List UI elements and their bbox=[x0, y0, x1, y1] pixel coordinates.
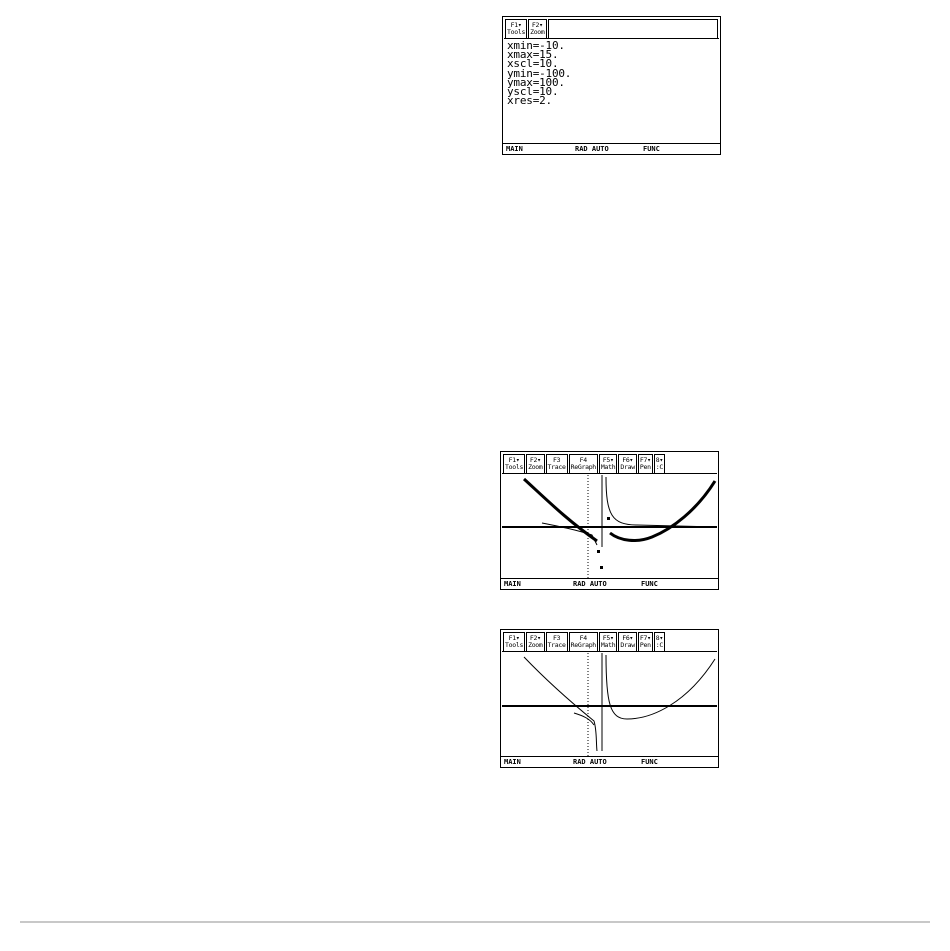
f3-trace-key[interactable] bbox=[546, 454, 568, 473]
regraph-label: ReGraph bbox=[570, 641, 596, 649]
f1-label: F1▾ bbox=[510, 21, 522, 29]
curve-right-branch bbox=[610, 481, 715, 540]
f6-label: F6▾ bbox=[622, 634, 634, 642]
status-bar bbox=[501, 756, 718, 767]
math-label: Math bbox=[600, 641, 616, 649]
tools-label: Tools bbox=[505, 463, 524, 471]
curve-right-branch bbox=[606, 655, 715, 719]
window-editor-screen bbox=[502, 16, 721, 155]
zoom-label: Zoom bbox=[528, 641, 543, 649]
f2-zoom-key[interactable] bbox=[526, 454, 544, 473]
pen-label: Pen bbox=[639, 463, 651, 471]
pen-label: Pen bbox=[639, 641, 651, 649]
f4-label: F4 bbox=[579, 634, 587, 642]
draw-label: Draw bbox=[620, 641, 635, 649]
f2-label: F2▾ bbox=[531, 21, 543, 29]
draw-label: Draw bbox=[620, 463, 635, 471]
curve-left-branch bbox=[524, 657, 597, 751]
f8-sub-label: :C bbox=[655, 641, 663, 649]
f3-label: F3 bbox=[552, 634, 561, 642]
status-bar bbox=[501, 578, 718, 589]
f1-tools-key[interactable] bbox=[503, 632, 525, 651]
xres-entry[interactable]: xres=2. bbox=[507, 94, 552, 108]
f1-tools-key[interactable] bbox=[503, 454, 525, 473]
toolbar-empty-area bbox=[548, 19, 718, 38]
f2-label: F2▾ bbox=[529, 634, 541, 642]
tools-label: Tools bbox=[505, 641, 524, 649]
f1-label: F1▾ bbox=[508, 456, 520, 464]
graph-plot-area[interactable] bbox=[502, 475, 717, 579]
toolbar bbox=[504, 18, 719, 39]
f5-math-key[interactable] bbox=[599, 454, 617, 473]
f8-key[interactable] bbox=[654, 454, 665, 473]
plot-dot bbox=[607, 517, 610, 520]
trace-label: Trace bbox=[547, 641, 566, 649]
xmax-entry[interactable]: xmax=15. bbox=[507, 48, 559, 62]
window-variables-list bbox=[507, 39, 572, 108]
f7-pen-key[interactable] bbox=[638, 454, 653, 473]
trace-label: Trace bbox=[547, 463, 566, 471]
f3-trace-key[interactable] bbox=[546, 632, 568, 651]
status-graph-mode: FUNC bbox=[643, 145, 660, 153]
f4-label: F4 bbox=[579, 456, 587, 464]
zoom-label: Zoom bbox=[530, 28, 545, 36]
tools-label: Tools bbox=[507, 28, 526, 36]
regraph-label: ReGraph bbox=[570, 463, 596, 471]
curve-left-branch bbox=[524, 479, 597, 541]
plot-dot bbox=[600, 566, 603, 569]
f7-label: F7▾ bbox=[639, 456, 651, 464]
status-bar bbox=[503, 143, 720, 154]
f7-pen-key[interactable] bbox=[638, 632, 653, 651]
footer-rule bbox=[20, 921, 930, 923]
zoom-label: Zoom bbox=[528, 463, 543, 471]
ymin-entry[interactable]: ymin=-100. bbox=[507, 66, 572, 80]
f8-key[interactable] bbox=[654, 632, 665, 651]
f6-draw-key[interactable] bbox=[618, 632, 636, 651]
f4-regraph-key[interactable] bbox=[569, 632, 598, 651]
graph-plot-area[interactable] bbox=[502, 653, 717, 757]
f2-zoom-key[interactable] bbox=[528, 19, 546, 38]
graph-screen-thick bbox=[500, 451, 719, 590]
f2-zoom-key[interactable] bbox=[526, 632, 544, 651]
f5-math-key[interactable] bbox=[599, 632, 617, 651]
plot-dot bbox=[597, 550, 600, 553]
f5-label: F5▾ bbox=[602, 634, 614, 642]
f2-label: F2▾ bbox=[529, 456, 541, 464]
f1-label: F1▾ bbox=[508, 634, 520, 642]
yscl-entry[interactable]: yscl=10. bbox=[507, 85, 559, 99]
f3-label: F3 bbox=[552, 456, 561, 464]
f4-regraph-key[interactable] bbox=[569, 454, 598, 473]
xmin-entry[interactable]: xmin=-10. bbox=[507, 39, 565, 52]
status-mode: RAD AUTO bbox=[573, 580, 607, 588]
status-folder: MAIN bbox=[504, 758, 521, 766]
status-folder: MAIN bbox=[506, 145, 523, 153]
f7-label: F7▾ bbox=[639, 634, 651, 642]
math-label: Math bbox=[600, 463, 616, 471]
status-graph-mode: FUNC bbox=[641, 580, 658, 588]
ymax-entry[interactable]: ymax=100. bbox=[507, 75, 565, 89]
toolbar bbox=[502, 453, 717, 474]
status-folder: MAIN bbox=[504, 580, 521, 588]
f5-label: F5▾ bbox=[602, 456, 614, 464]
status-graph-mode: FUNC bbox=[641, 758, 658, 766]
status-mode: RAD AUTO bbox=[573, 758, 607, 766]
f6-draw-key[interactable] bbox=[618, 454, 636, 473]
f6-label: F6▾ bbox=[622, 456, 634, 464]
f8-sub-label: :C bbox=[655, 463, 663, 471]
toolbar bbox=[502, 631, 717, 652]
f8-label: 8▾ bbox=[655, 634, 663, 642]
f1-tools-key[interactable] bbox=[505, 19, 527, 38]
status-mode: RAD AUTO bbox=[575, 145, 609, 153]
f8-label: 8▾ bbox=[655, 456, 663, 464]
xscl-entry[interactable]: xscl=10. bbox=[507, 57, 559, 71]
graph-screen-thin bbox=[500, 629, 719, 768]
